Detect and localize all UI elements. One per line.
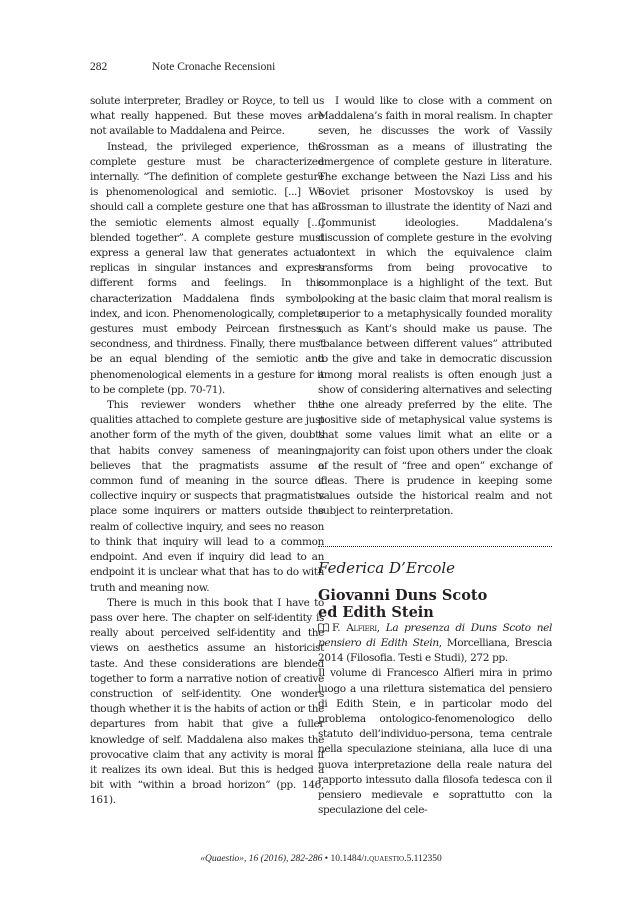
ref-author: F. Alfieri	[332, 621, 377, 634]
journal-citation: «Quaestio», 16 (2016), 282-286	[200, 854, 323, 864]
running-head	[90, 61, 275, 73]
ref-details: , Morcelliana, Brescia 2014 (Filosofia. Testi e Studi), 272 pp.	[318, 636, 553, 665]
page-footer	[0, 854, 642, 864]
left-column	[90, 94, 324, 809]
doi-prefix: 10.1484/	[330, 854, 364, 864]
footer-bullet: •	[324, 854, 329, 864]
review-author: Federica D’Ercole	[318, 558, 456, 577]
right-column	[318, 94, 552, 818]
review-title-line: ed Edith Stein	[318, 603, 434, 621]
paragraph: solute interpreter, Bradley or Royce, to tell us what really happened. But these moves are not available to Maddalena and Peirce.	[90, 95, 324, 138]
review-title	[318, 587, 552, 621]
open-book-icon	[318, 622, 329, 631]
closing-paragraph: I would like to close with a comment on Maddalena’s faith in moral realism. In chapter seven, he discusses the work of Vassily Grossman as a means of illustrating the emergence of complete gesture in literature. The exchange between the Nazi Liss and his Soviet prisoner Mostovskoy is used by Grossman to illustrate the identity of Nazi and Communist ideologies. Maddalena’s discussion of complete gesture in the evolving context in which the equivalence claim transforms from being provocative to commonplace is a highlight of the text. But looking at the basic claim that moral realism is superior to a metaphysically founded morality such as Kant’s should make us pause. The “balance between different values” attributed to the give and take in democratic discussion among moral realists is often enough just a show of considering alternatives and selecting the one already preferred by the elite. The positive side of metaphysical value systems is that some values limit what an elite or a majority can foist upon others under the cloak of the result of “free and open” exchange of ideas. There is prudence in keeping some values outside the historical realm and not subject to reinterpretation.	[318, 95, 552, 518]
paragraph: There is much in this book that I have to pass over here. The chapter on self-identity is really about perceived self-identity and the views on aesthetics assume an historicist taste. And these considerations are blended together to form a narrative notion of creative construction of self-identity. One wonders though whether it is the habits of action or the departures from habit that give a fuller knowledge of self. Maddalena also makes the provocative claim that any activity is moral if it realizes its own ideal. But this is hedged a bit with “within a broad horizon” (pp. 146, 161).	[90, 596, 324, 807]
page-number: 282	[90, 61, 108, 73]
review-body: Il volume di Francesco Alfieri mira in primo luogo a una rilettura sistematica del pensiero di Edith Stein, e in particolar modo del problema ontologico-fenomenologico dello statuto dell’individuo-persona, tema centrale nella speculazione steiniana, alla luce di una nuova interpretazione della reale natura del rapporto intessuto dalla filosofa tedesca con il pensiero medievale e soprattutto con la speculazione del cele-	[318, 667, 552, 817]
ref-title: La presenza di Duns Scoto nel pensiero di Edith Stein	[318, 621, 552, 649]
review-title-line: Giovanni Duns Scoto	[318, 586, 488, 604]
section-title: Note Cronache Recensioni	[152, 61, 276, 73]
paragraph: This reviewer wonders whether the qualities attached to complete gesture are just another form of the myth of the given, doubts that habits convey sameness of meaning, believes that the pragmatists assume a common fund of meaning in the source of collective inquiry or suspects that pragmatists place some inquirers or matters outside the realm of collective inquiry, and sees no reason to think that inquiry will lead to a common endpoint. And even if inquiry did lead to an endpoint it is unclear what that has to do with truth and meaning now.	[90, 399, 324, 594]
section-divider	[318, 546, 552, 547]
doi-suffix: j.quaestio.5.112350	[364, 854, 442, 864]
paragraph: Instead, the privileged experience, the complete gesture must be characterized internally. “The definition of complete gesture is phenomenological and semiotic. [...] We should call a complete gesture one that has all the semiotic elements almost equally [...] blended together”. A complete gesture must express a general law that generates actual replicas in singular instances and express different forms and feelings. In this characterization Maddalena finds symbol, index, and icon. Phenomenologically, complete gestures must embody Peircean firstness, secondness, and thirdness. Finally, there must be an equal blending of the semiotic and phenomenological elements in a gesture for it to be complete (pp. 70-71).	[90, 140, 324, 396]
bibliographic-reference: F. Alfieri, La presenza di Duns Scoto nel pensiero di Edith Stein, Morcelliana, Brescia 2014 (Filosofia. Testi e Studi), 272 pp.	[318, 621, 553, 665]
